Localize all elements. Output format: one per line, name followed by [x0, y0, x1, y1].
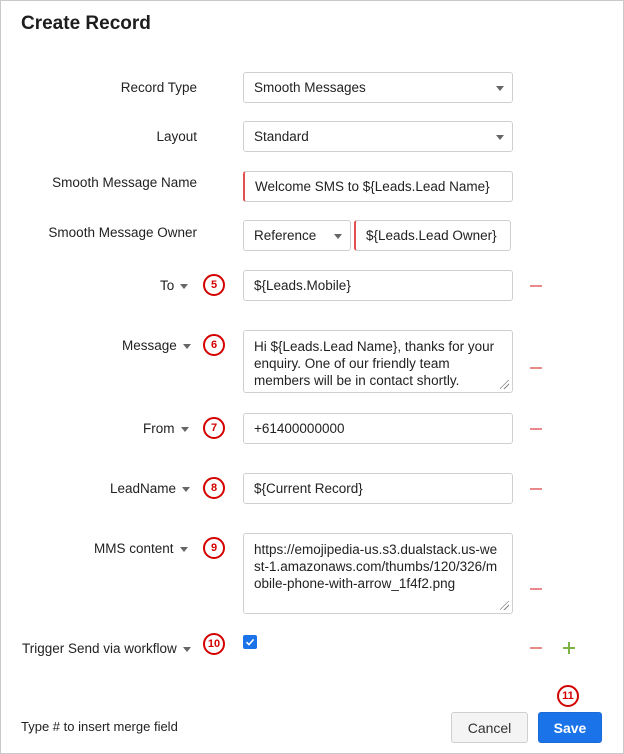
- remove-icon[interactable]: [530, 285, 542, 287]
- message-name-value: Welcome SMS to ${Leads.Lead Name}: [255, 179, 490, 194]
- chevron-down-icon: [182, 487, 190, 492]
- cancel-button[interactable]: Cancel: [451, 712, 528, 743]
- add-icon[interactable]: [563, 642, 575, 654]
- chevron-down-icon: [180, 547, 188, 552]
- save-button[interactable]: Save: [538, 712, 602, 743]
- step-badge: 5: [203, 274, 225, 296]
- chevron-down-icon: [183, 647, 191, 652]
- message-value: Hi ${Leads.Lead Name}, thanks for your enquiry. One of our friendly team members will be in contact shortly.: [254, 339, 495, 388]
- chevron-down-icon: [334, 234, 342, 239]
- step-badge: 6: [203, 334, 225, 356]
- remove-icon[interactable]: [530, 588, 542, 590]
- to-field-label[interactable]: To: [160, 278, 188, 293]
- message-owner-input[interactable]: [354, 220, 511, 251]
- remove-icon[interactable]: [530, 488, 542, 490]
- from-input[interactable]: [243, 413, 513, 444]
- trigger-field-label[interactable]: Trigger Send via workflow: [22, 641, 191, 656]
- step-badge: 11: [557, 685, 579, 707]
- chevron-down-icon: [496, 86, 504, 91]
- message-name-input[interactable]: [243, 171, 513, 202]
- chevron-down-icon: [183, 344, 191, 349]
- owner-type-select[interactable]: [243, 220, 351, 251]
- from-field-label[interactable]: From: [143, 421, 189, 436]
- merge-field-hint: Type # to insert merge field: [21, 719, 178, 734]
- message-textarea[interactable]: [243, 330, 513, 393]
- step-badge: 8: [203, 477, 225, 499]
- resize-handle-icon[interactable]: [500, 601, 509, 610]
- message-owner-value: ${Leads.Lead Owner}: [366, 228, 497, 243]
- to-input[interactable]: [243, 270, 513, 301]
- layout-select[interactable]: [243, 121, 513, 152]
- chevron-down-icon: [180, 284, 188, 289]
- record-type-select[interactable]: [243, 72, 513, 103]
- checkmark-icon: [245, 637, 255, 647]
- leadname-input[interactable]: [243, 473, 513, 504]
- message-name-label: Smooth Message Name: [52, 175, 197, 190]
- remove-icon[interactable]: [530, 647, 542, 649]
- trigger-checkbox[interactable]: [243, 635, 257, 649]
- remove-icon[interactable]: [530, 428, 542, 430]
- leadname-field-label[interactable]: LeadName: [110, 481, 190, 496]
- layout-label: Layout: [156, 129, 197, 144]
- step-badge: 10: [203, 633, 225, 655]
- record-type-value: Smooth Messages: [254, 80, 366, 95]
- remove-icon[interactable]: [530, 367, 542, 369]
- step-badge: 9: [203, 537, 225, 559]
- dialog-title: Create Record: [21, 13, 151, 34]
- message-field-label[interactable]: Message: [122, 338, 191, 353]
- to-value: ${Leads.Mobile}: [254, 278, 351, 293]
- from-value: +61400000000: [254, 421, 345, 436]
- mms-content-field-label[interactable]: MMS content: [94, 541, 188, 556]
- resize-handle-icon[interactable]: [500, 380, 509, 389]
- message-owner-label: Smooth Message Owner: [48, 225, 197, 240]
- mms-content-value: https://emojipedia-us.s3.dualstack.us-west-1.amazonaws.com/thumbs/120/326/mobile-phone-with-arrow_1f4f2.png: [254, 542, 498, 591]
- mms-content-textarea[interactable]: [243, 533, 513, 614]
- chevron-down-icon: [181, 427, 189, 432]
- leadname-value: ${Current Record}: [254, 481, 363, 496]
- chevron-down-icon: [496, 135, 504, 140]
- step-badge: 7: [203, 417, 225, 439]
- owner-type-value: Reference: [254, 228, 317, 243]
- record-type-label: Record Type: [120, 80, 197, 95]
- layout-value: Standard: [254, 129, 309, 144]
